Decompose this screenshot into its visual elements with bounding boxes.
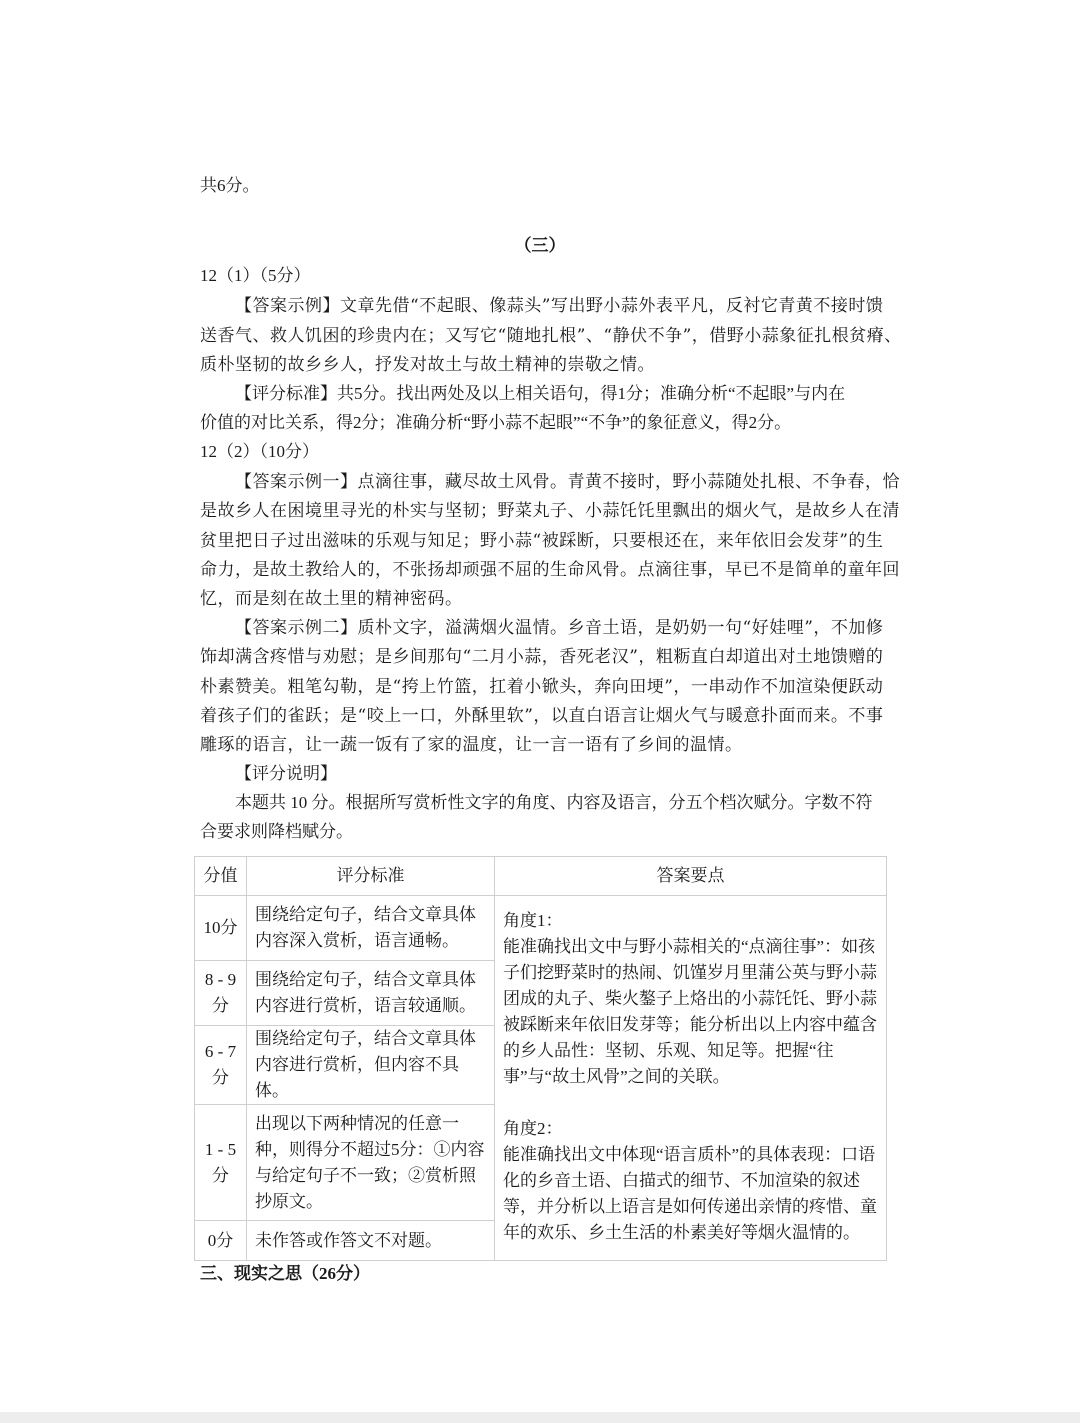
page-bottom-edge <box>0 1412 1080 1423</box>
scoring-note-title: 【评分说明】 <box>235 764 337 783</box>
q2-example2-line: 【答案示例二】质朴文字，溢满烟火温情。乡音土语，是奶奶一句“好娃哩”，不加修 <box>235 618 884 638</box>
q1-answer-line: 质朴坚韧的故乡乡人，抒发对故土与故土精神的崇敬之情。 <box>200 355 655 375</box>
score-value: 1 - 5分 <box>195 1105 247 1221</box>
table-header-row <box>195 857 887 896</box>
header-standard: 评分标准 <box>247 857 495 896</box>
q2-example1-line: 【答案示例一】点滴往事，藏尽故土风骨。青黄不接时，野小蒜随处扎根、不争春，恰 <box>235 472 900 492</box>
section-heading: （三） <box>514 236 566 255</box>
angle-2-text: 能准确找出文中体现“语言质朴”的具体表现：口语化的乡音土语、白描式的细节、不加渲染的叙述等，并分析以上语言是如何传递出亲情的疼惜、童年的欢乐、乡土生活的朴素美好等烟火温情的。 <box>503 1145 877 1242</box>
scoring-table <box>194 856 887 1261</box>
q2-example1-line: 命力，是故土教给人的，不张扬却顽强不屈的生命风骨。点滴往事，早已不是简单的童年回 <box>200 560 900 580</box>
answer-points-cell <box>495 896 887 1261</box>
q2-example1-line: 是故乡人在困境里寻光的朴实与坚韧；野菜丸子、小蒜饦饦里飘出的烟火气，是故乡人在清 <box>200 501 900 521</box>
angle-1-title: 角度1： <box>503 911 563 930</box>
question-1-title: 12（1）（5分） <box>200 266 311 285</box>
angle-1-text: 能准确找出文中与野小蒜相关的“点滴往事”：如孩子们挖野菜时的热闹、饥馑岁月里蒲公英与野小蒜团成的丸子、柴火鏊子上烙出的小蒜饦饦、野小蒜被踩断来年依旧发芽等；能分析出以上内容中蕴含的乡人品性：坚韧、乐观、知足等。把握“往事”与“故土风骨”之间的关联。 <box>503 937 877 1086</box>
q2-example1-line: 忆，而是刻在故土里的精神密码。 <box>200 589 463 609</box>
score-total-note: 共6分。 <box>200 176 260 195</box>
q1-answer-line: 送香气、救人饥困的珍贵内在；又写它“随地扎根”、“静伏不争”，借野小蒜象征扎根贫瘠、 <box>200 326 902 346</box>
table-row <box>195 896 887 961</box>
score-standard: 未作答或作答文不对题。 <box>247 1221 495 1261</box>
angle-2-title: 角度2： <box>503 1119 563 1138</box>
q2-example1-line: 贫里把日子过出滋味的乐观与知足；野小蒜“被踩断，只要根还在，来年依旧会发芽”的生 <box>200 531 884 551</box>
score-value: 10分 <box>195 896 247 961</box>
q1-answer-line: 【答案示例】文章先借“不起眼、像蒜头”写出野小蒜外表平凡，反衬它青黄不接时馈 <box>235 296 884 316</box>
scoring-note-line: 合要求则降档赋分。 <box>200 822 353 841</box>
q2-example2-line: 朴素赞美。粗笔勾勒，是“挎上竹篮，扛着小锨头，奔向田埂”，一串动作不加渲染便跃动 <box>200 677 884 697</box>
header-score: 分值 <box>195 857 247 896</box>
score-value: 6 - 7分 <box>195 1026 247 1105</box>
score-standard: 围绕给定句子，结合文章具体内容进行赏析，但内容不具体。 <box>247 1026 495 1105</box>
question-2-title: 12（2）（10分） <box>200 442 319 461</box>
next-section-heading: 三、现实之思（26分） <box>200 1264 370 1283</box>
q2-example2-line: 着孩子们的雀跃；是“咬上一口，外酥里软”，以直白语言让烟火气与暖意扑面而来。不事 <box>200 706 884 726</box>
scoring-note-line: 本题共 10 分。根据所写赏析性文字的角度、内容及语言，分五个档次赋分。字数不符 <box>235 793 873 812</box>
header-answer-points: 答案要点 <box>495 857 887 896</box>
spacer <box>503 1090 878 1116</box>
q2-example2-line: 饰却满含疼惜与劝慰；是乡间那句“二月小蒜，香死老汉”，粗粝直白却道出对土地馈赠的 <box>200 647 884 667</box>
q1-criteria-line: 【评分标准】共5分。找出两处及以上相关语句，得1分；准确分析“不起眼”与内在 <box>235 384 846 403</box>
q2-example2-line: 雕琢的语言，让一蔬一饭有了家的温度，让一言一语有了乡间的温情。 <box>200 735 743 755</box>
score-value: 8 - 9分 <box>195 961 247 1026</box>
score-value: 0分 <box>195 1221 247 1261</box>
q1-criteria-line: 价值的对比关系，得2分；准确分析“野小蒜不起眼”“不争”的象征意义，得2分。 <box>200 413 792 432</box>
score-standard: 出现以下两种情况的任意一种，则得分不超过5分：①内容与给定句子不一致；②赏析照抄原文。 <box>247 1105 495 1221</box>
score-standard: 围绕给定句子，结合文章具体内容进行赏析，语言较通顺。 <box>247 961 495 1026</box>
score-standard: 围绕给定句子，结合文章具体内容深入赏析，语言通畅。 <box>247 896 495 961</box>
